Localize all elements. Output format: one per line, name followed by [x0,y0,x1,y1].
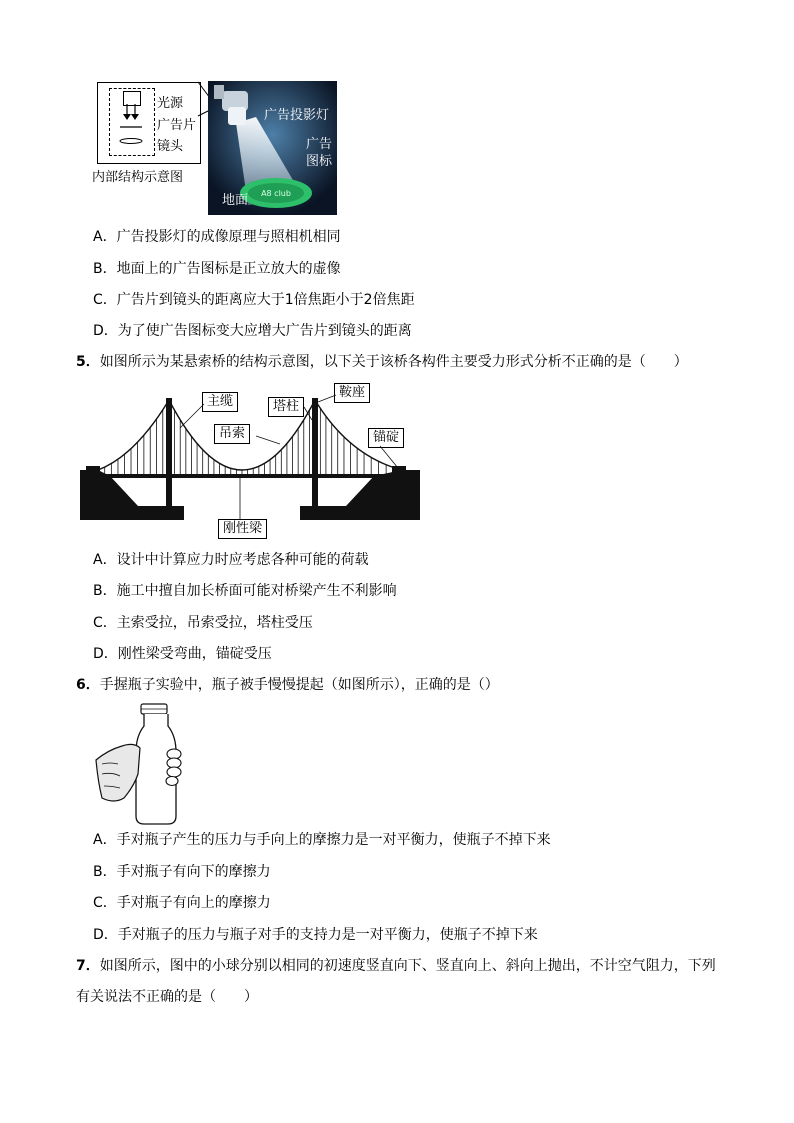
q6-stem [76,676,499,694]
q5-label-tower: 塔柱 [268,397,304,417]
q4-label-lens: 镜头 [157,139,184,154]
q5-number: 5． [76,354,100,370]
q7-number: 7． [76,958,100,974]
q5-label-anchor: 锚碇 [368,428,404,448]
q7-stem-line2: 有关说法不正确的是（ ） [76,989,258,1005]
q5-option-b: B．施工中擅自加长桥面可能对桥梁产生不利影响 [93,583,397,599]
q5-bridge-diagram [80,380,420,540]
q4-projector-photo [208,81,337,215]
q5-option-c: C．主索受拉，吊索受拉，塔柱受压 [93,615,313,631]
q5-stem-text: 如图所示为某悬索桥的结构示意图，以下关于该桥各构件主要受力形式分析不正确的是（ ） [99,354,688,370]
q4-option-c: C．广告片到镜头的距离应大于1倍焦距小于2倍焦距 [93,292,415,308]
q5-label-saddle: 鞍座 [334,383,370,403]
q4-label-logo: 广告 图标 [306,137,333,169]
q4-structure-diagram [97,82,201,164]
q6-bottle-figure [94,702,204,826]
q6-option-a: A．手对瓶子产生的压力与手向上的摩擦力是一对平衡力，使瓶子不掉下来 [93,832,551,848]
q6-stem-text: 手握瓶子实验中，瓶子被手慢慢提起（如图所示），正确的是（） [99,677,499,693]
q4-diagram-caption: 内部结构示意图 [92,170,184,185]
q7-stem-line1 [76,957,716,975]
q7-stem-text-1: 如图所示，图中的小球分别以相同的初速度竖直向下、竖直向上、斜向上抛出，不计空气阻力，下列 [99,958,716,974]
q5-label-main-cable: 主缆 [202,392,238,412]
q6-bottle-graphic [94,702,204,826]
q5-label-girder: 刚性梁 [218,519,267,539]
q5-stem [76,353,688,371]
q5-label-hanger: 吊索 [214,424,250,444]
q5-option-a: A．设计中计算应力时应考虑各种可能的荷载 [93,552,369,568]
q4-label-projector: 广告投影灯 [264,108,330,123]
q5-leader-lines [80,380,420,540]
q4-label-ground: 地面 [222,193,249,208]
q4-label-film: 广告片 [157,118,197,133]
q6-option-d: D．手对瓶子的压力与瓶子对手的支持力是一对平衡力，使瓶子不掉下来 [93,927,538,943]
q4-option-a: A．广告投影灯的成像原理与照相机相同 [93,229,341,245]
q5-option-d: D．刚性梁受弯曲，锚碇受压 [93,646,272,662]
q4-option-d: D．为了使广告图标变大应增大广告片到镜头的距离 [93,323,412,339]
q6-option-b: B．手对瓶子有向下的摩擦力 [93,864,271,880]
q4-label-light-source: 光源 [157,96,184,111]
q4-logo-text: A8 club [261,189,291,198]
q6-number: 6． [76,677,100,693]
q6-option-c: C．手对瓶子有向上的摩擦力 [93,895,271,911]
q4-option-b: B．地面上的广告图标是正立放大的虚像 [93,261,341,277]
